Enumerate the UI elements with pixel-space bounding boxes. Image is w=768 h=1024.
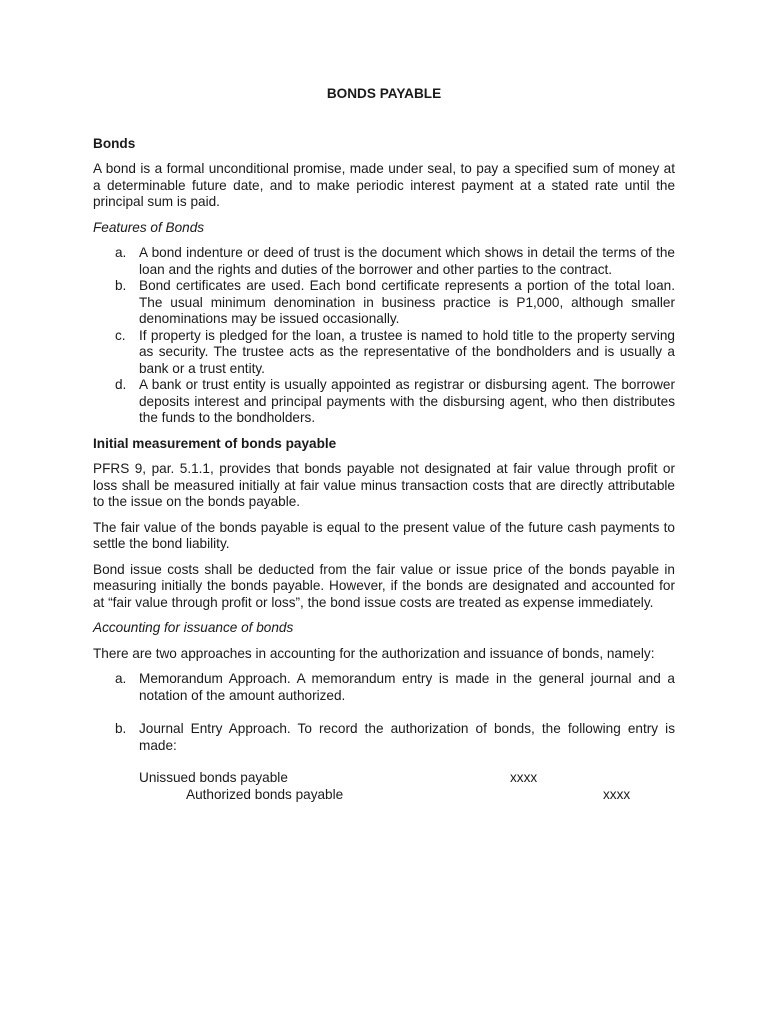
list-item xyxy=(93,278,675,328)
credit-amount: xxxx xyxy=(603,786,631,802)
journal-entry xyxy=(139,770,675,804)
list-item xyxy=(93,721,675,754)
list-item-text: If property is pledged for the loan, a trustee is named to hold title to the property serving as security. The trustee acts as the representative of the bondholders and is usually a bank or a trust entity. xyxy=(139,327,675,376)
journal-debit-row xyxy=(139,770,675,787)
debit-account: Unissued bonds payable xyxy=(139,770,288,785)
journal-credit-row xyxy=(139,787,675,804)
list-item-text: Bond certificates are used. Each bond certificate represents a portion of the total loan. The usual minimum denomination in business practice is P1,000, although smaller denominations may be issued occasionally. xyxy=(139,278,675,326)
accounting-intro: There are two approaches in accounting for the authorization and issuance of bonds, namely: xyxy=(93,645,655,661)
list-marker: b. xyxy=(115,721,127,736)
list-marker: d. xyxy=(115,377,127,392)
list-item-text: Journal Entry Approach. To record the authorization of bonds, the following entry is made: xyxy=(139,721,675,753)
initial-paragraph: Bond issue costs shall be deducted from the fair value or issue price of the bonds payable in measuring initially the bonds payable. However, if the bonds are designated and accounted for at “fair value through profit or loss”, the bond issue costs are treated as expense immediately. xyxy=(93,561,675,610)
features-heading: Features of Bonds xyxy=(93,219,205,235)
accounting-heading: Accounting for issuance of bonds xyxy=(93,620,294,635)
document-page xyxy=(93,86,675,804)
debit-amount: xxxx xyxy=(510,770,538,785)
list-item xyxy=(93,671,675,704)
list-marker: a. xyxy=(115,245,127,260)
list-item xyxy=(93,377,675,427)
list-marker: b. xyxy=(115,278,127,293)
initial-paragraph: The fair value of the bonds payable is equal to the present value of the future cash payments to settle the bond liability. xyxy=(93,519,675,551)
list-marker: c. xyxy=(115,327,126,343)
approaches-list xyxy=(93,671,675,754)
initial-paragraph: PFRS 9, par. 5.1.1, provides that bonds payable not designated at fair value through profit or loss shall be measured initially at fair value minus transaction costs that are directly attributable to the issue on the bonds payable. xyxy=(93,461,675,509)
list-marker: a. xyxy=(115,671,127,686)
credit-account: Authorized bonds payable xyxy=(186,786,344,802)
bonds-definition: A bond is a formal unconditional promise, made under seal, to pay a specified sum of money at a determinable future date, and to make periodic interest payment at a stated rate until the principal sum is paid. xyxy=(93,161,675,209)
features-list xyxy=(93,245,675,427)
list-item-text: A bank or trust entity is usually appointed as registrar or disbursing agent. The borrower deposits interest and principal payments with the disbursing agent, who then distributes the funds to the bondholders. xyxy=(139,377,675,425)
list-item xyxy=(93,245,675,278)
list-item-text: A bond indenture or deed of trust is the document which shows in detail the terms of the loan and the rights and duties of the borrower and other parties to the contract. xyxy=(139,245,675,277)
page-title: BONDS PAYABLE xyxy=(326,86,442,101)
initial-measurement-heading: Initial measurement of bonds payable xyxy=(93,435,337,451)
list-item xyxy=(93,328,675,378)
list-item-text: Memorandum Approach. A memorandum entry is made in the general journal and a notation of the amount authorized. xyxy=(139,671,675,703)
bonds-heading: Bonds xyxy=(93,135,136,151)
